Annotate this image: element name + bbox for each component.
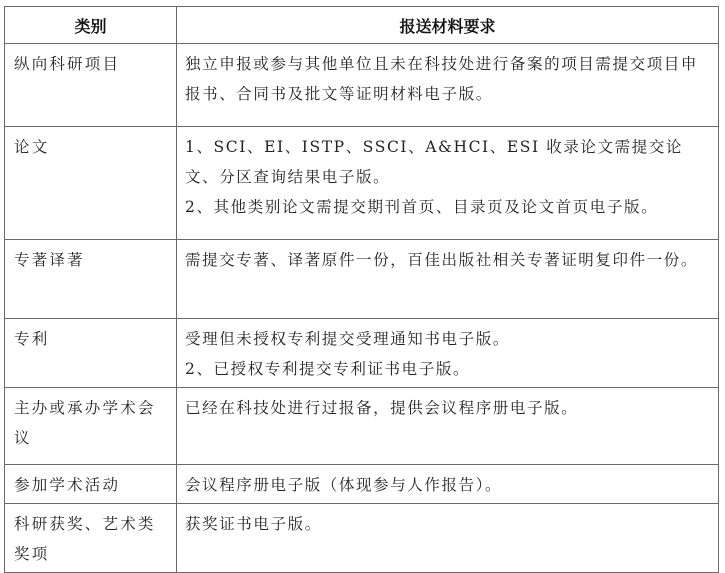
category-text: 科研获奖、艺术类奖项 [14, 515, 156, 563]
requirements-table [4, 6, 719, 573]
requirement-text: 受理但未授权专利提交受理通知书电子版。 [185, 330, 510, 348]
requirement-cell [177, 127, 719, 240]
table-row [5, 240, 719, 319]
requirement-text: 独立申报或参与其他单位且未在科技处进行备案的项目需提交项目申报书、合同书及批文等证明材料电子版。 [185, 55, 699, 103]
table-row [5, 465, 719, 504]
requirement-cell [177, 465, 719, 504]
table-row [5, 127, 719, 240]
category-text: 参加学术活动 [14, 476, 121, 494]
requirement-text: 需提交专著、译著原件一份，百佳出版社相关专著证明复印件一份。 [185, 251, 699, 269]
requirement-text: 已经在科技处进行过报备，提供会议程序册电子版。 [185, 399, 579, 417]
table-header-row [5, 7, 719, 44]
requirements-column-header: 报送材料要求 [177, 7, 719, 44]
category-cell [5, 388, 177, 465]
requirement-text: 2、其他类别论文需提交期刊首页、目录页及论文首页电子版。 [185, 198, 659, 216]
category-cell [5, 44, 177, 127]
requirement-text: 2、已授权专利提交专利证书电子版。 [185, 360, 471, 378]
category-cell [5, 240, 177, 319]
requirement-cell [177, 504, 719, 573]
category-cell [5, 465, 177, 504]
category-text: 纵向科研项目 [14, 55, 121, 73]
table-row [5, 44, 719, 127]
requirement-cell [177, 319, 719, 388]
table-row [5, 388, 719, 465]
table-row [5, 504, 719, 573]
table-row [5, 319, 719, 388]
requirement-cell [177, 388, 719, 465]
requirement-text: 会议程序册电子版（体现参与人作报告）。 [185, 476, 503, 494]
category-text: 专利 [14, 330, 50, 348]
requirement-text: 1、SCI、EI、ISTP、SSCI、A&HCI、ESI 收录论文需提交论文、分区查询结果电子版。 [185, 138, 684, 186]
category-cell [5, 127, 177, 240]
category-cell [5, 504, 177, 573]
category-text: 主办或承办学术会议 [14, 399, 156, 447]
category-cell [5, 319, 177, 388]
category-text: 专著译著 [14, 251, 85, 269]
requirement-text: 获奖证书电子版。 [185, 515, 322, 533]
requirement-cell [177, 240, 719, 319]
requirement-cell [177, 44, 719, 127]
category-column-header: 类别 [5, 7, 177, 44]
category-text: 论文 [14, 138, 50, 156]
